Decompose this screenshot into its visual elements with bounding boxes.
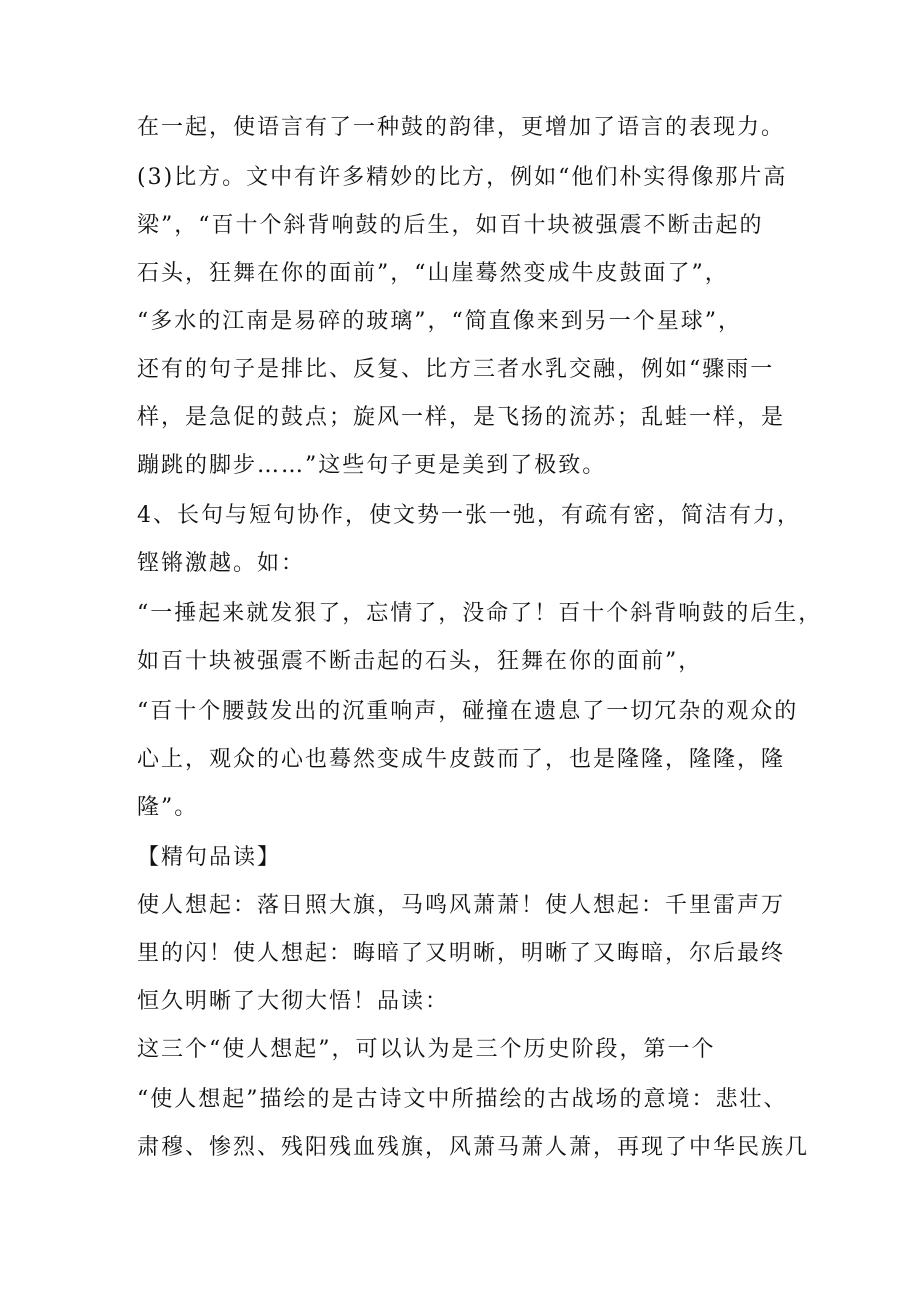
text-line: 恒久明晰了大彻大悟！品读：	[137, 989, 450, 1014]
text-line: (3)比方。文中有许多精妙的比方，例如“他们朴实得像那片高	[137, 165, 788, 190]
text-line: 4、长句与短句协作，使文势一张一弛，有疏有密，简洁有力，	[137, 503, 801, 528]
text-line: 还有的句子是排比、反复、比方三者水乳交融，例如“骤雨一	[137, 357, 775, 382]
text-line: 梁”，“百十个斜背响鼓的后生，如百十块被强震不断击起的	[137, 213, 764, 238]
text-line: 石头，狂舞在你的面前”，“山崖蓦然变成牛皮鼓面了”，	[137, 261, 729, 286]
text-line: 样，是急促的鼓点；旋风一样，是飞扬的流苏；乱蛙一样，是	[137, 405, 786, 430]
text-line: 使人想起：落日照大旗，马鸣风萧萧！使人想起：千里雷声万	[137, 893, 786, 918]
text-line: 隆”。	[137, 795, 199, 820]
text-line: “一捶起来就发狠了，忘情了，没命了！百十个斜背响鼓的后生，	[137, 601, 823, 626]
text-line: “百十个腰鼓发出的沉重响声，碰撞在遗息了一切冗杂的观众的	[137, 699, 799, 724]
text-line: 如百十块被强震不断击起的石头，狂舞在你的面前”，	[137, 649, 703, 674]
text-line: 肃穆、惨烈、残阳残血残旗，风萧马萧人萧，再现了中华民族几	[137, 1135, 810, 1160]
text-line: 蹦跳的脚步……”这些句子更是美到了极致。	[137, 453, 607, 478]
text-line: 这三个“使人想起”，可以认为是三个历史阶段，第一个	[137, 1037, 716, 1062]
text-line: 心上，观众的心也蓦然变成牛皮鼓而了，也是隆隆，隆隆，隆	[137, 747, 786, 772]
text-line: 在一起，使语言有了一种鼓的韵律，更增加了语言的表现力。	[137, 115, 786, 140]
section-heading: 【精句品读】	[137, 845, 282, 870]
text-line: 里的闪！使人想起：晦暗了又明晰，明晰了又晦暗，尔后最终	[137, 941, 786, 966]
text-line: “多水的江南是易碎的玻璃”，“简直像来到另一个星球”，	[137, 309, 742, 334]
text-line: “使人想起”描绘的是古诗文中所描绘的古战场的意境：悲壮、	[137, 1087, 788, 1112]
text-line: 铿锵激越。如：	[137, 551, 306, 576]
